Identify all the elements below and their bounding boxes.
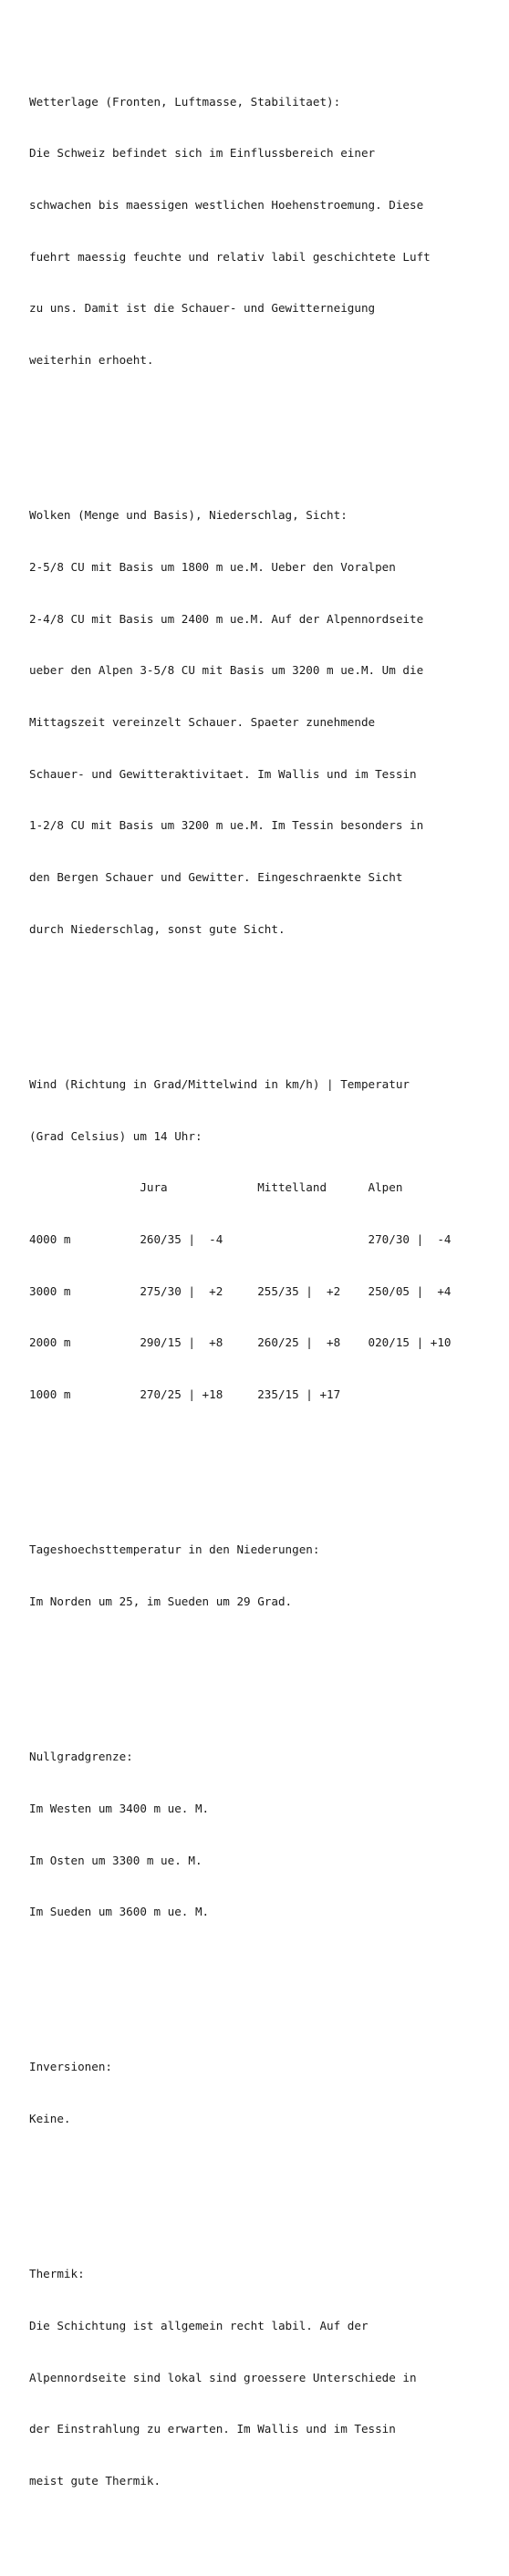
section-nullgradgrenze xyxy=(29,1714,504,1956)
text-line: Im Sueden um 3600 m ue. M. xyxy=(29,1905,210,1919)
text-line: schwachen bis maessigen westlichen Hoehenstroemung. Diese xyxy=(29,197,424,212)
text-line: 1-2/8 CU mit Basis um 3200 m ue.M. Im Tessin besonders in xyxy=(29,818,424,833)
section-thermik xyxy=(29,2231,504,2524)
section-heading: Tageshoechsttemperatur in den Niederungen: xyxy=(29,1542,320,1557)
text-line: Im Norden um 25, im Sueden um 29 Grad. xyxy=(29,1594,293,1608)
wind-table-row: 2000 m 290/15 | +8 260/25 | +8 020/15 | +10 xyxy=(29,1335,452,1350)
text-line: Im Westen um 3400 m ue. M. xyxy=(29,1801,210,1815)
section-heading: Wind (Richtung in Grad/Mittelwind in km/h) | Temperatur xyxy=(29,1076,410,1091)
section-inversionen xyxy=(29,2025,504,2163)
wind-table-header: Jura Mittelland Alpen xyxy=(29,1180,403,1195)
text-line: 2-5/8 CU mit Basis um 1800 m ue.M. Ueber den Voralpen xyxy=(29,559,396,574)
section-heading: (Grad Celsius) um 14 Uhr: xyxy=(29,1128,203,1143)
text-line: Alpennordseite sind lokal sind groessere Unterschiede in xyxy=(29,2370,417,2384)
section-heading: Wetterlage (Fronten, Luftmasse, Stabilitaet): xyxy=(29,94,341,109)
weather-report xyxy=(29,7,504,2576)
text-line: den Bergen Schauer und Gewitter. Eingeschraenkte Sicht xyxy=(29,870,403,885)
text-line: der Einstrahlung zu erwarten. Im Wallis und im Tessin xyxy=(29,2422,396,2436)
text-line: ueber den Alpen 3-5/8 CU mit Basis um 3200 m ue.M. Um die xyxy=(29,663,424,678)
text-line: Die Schweiz befindet sich im Einflussbereich einer xyxy=(29,146,376,161)
section-heading: Inversionen: xyxy=(29,2060,112,2074)
section-wolken xyxy=(29,473,504,972)
section-heading: Nullgradgrenze: xyxy=(29,1750,133,1764)
text-line: zu uns. Damit ist die Schauer- und Gewitterneigung xyxy=(29,301,376,316)
text-line: weiterhin erhoeht. xyxy=(29,353,154,368)
text-line: Die Schichtung ist allgemein recht labil. Auf der xyxy=(29,2318,369,2332)
text-line: Schauer- und Gewitteraktivitaet. Im Wallis und im Tessin xyxy=(29,766,417,781)
text-line: Im Osten um 3300 m ue. M. xyxy=(29,1853,203,1867)
text-line: meist gute Thermik. xyxy=(29,2473,161,2488)
wind-table-row: 1000 m 270/25 | +18 235/15 | +17 xyxy=(29,1387,341,1402)
text-line: Keine. xyxy=(29,2112,71,2126)
section-heading: Wolken (Menge und Basis), Niederschlag, Sicht: xyxy=(29,508,348,523)
text-line: 2-4/8 CU mit Basis um 2400 m ue.M. Auf der Alpennordseite xyxy=(29,611,424,626)
section-wind xyxy=(29,1042,504,1439)
section-tageshoechsttemperatur xyxy=(29,1507,504,1645)
text-line: durch Niederschlag, sonst gute Sicht. xyxy=(29,921,286,936)
wind-table-row: 3000 m 275/30 | +2 255/35 | +2 250/05 | +4 xyxy=(29,1283,452,1298)
text-line: fuehrt maessig feuchte und relativ labil geschichtete Luft xyxy=(29,249,431,264)
section-wetterlage xyxy=(29,59,504,404)
text-line: Mittagszeit vereinzelt Schauer. Spaeter zunehmende xyxy=(29,714,376,729)
wind-table-row: 4000 m 260/35 | -4 270/30 | -4 xyxy=(29,1232,452,1247)
section-heading: Thermik: xyxy=(29,2267,85,2281)
